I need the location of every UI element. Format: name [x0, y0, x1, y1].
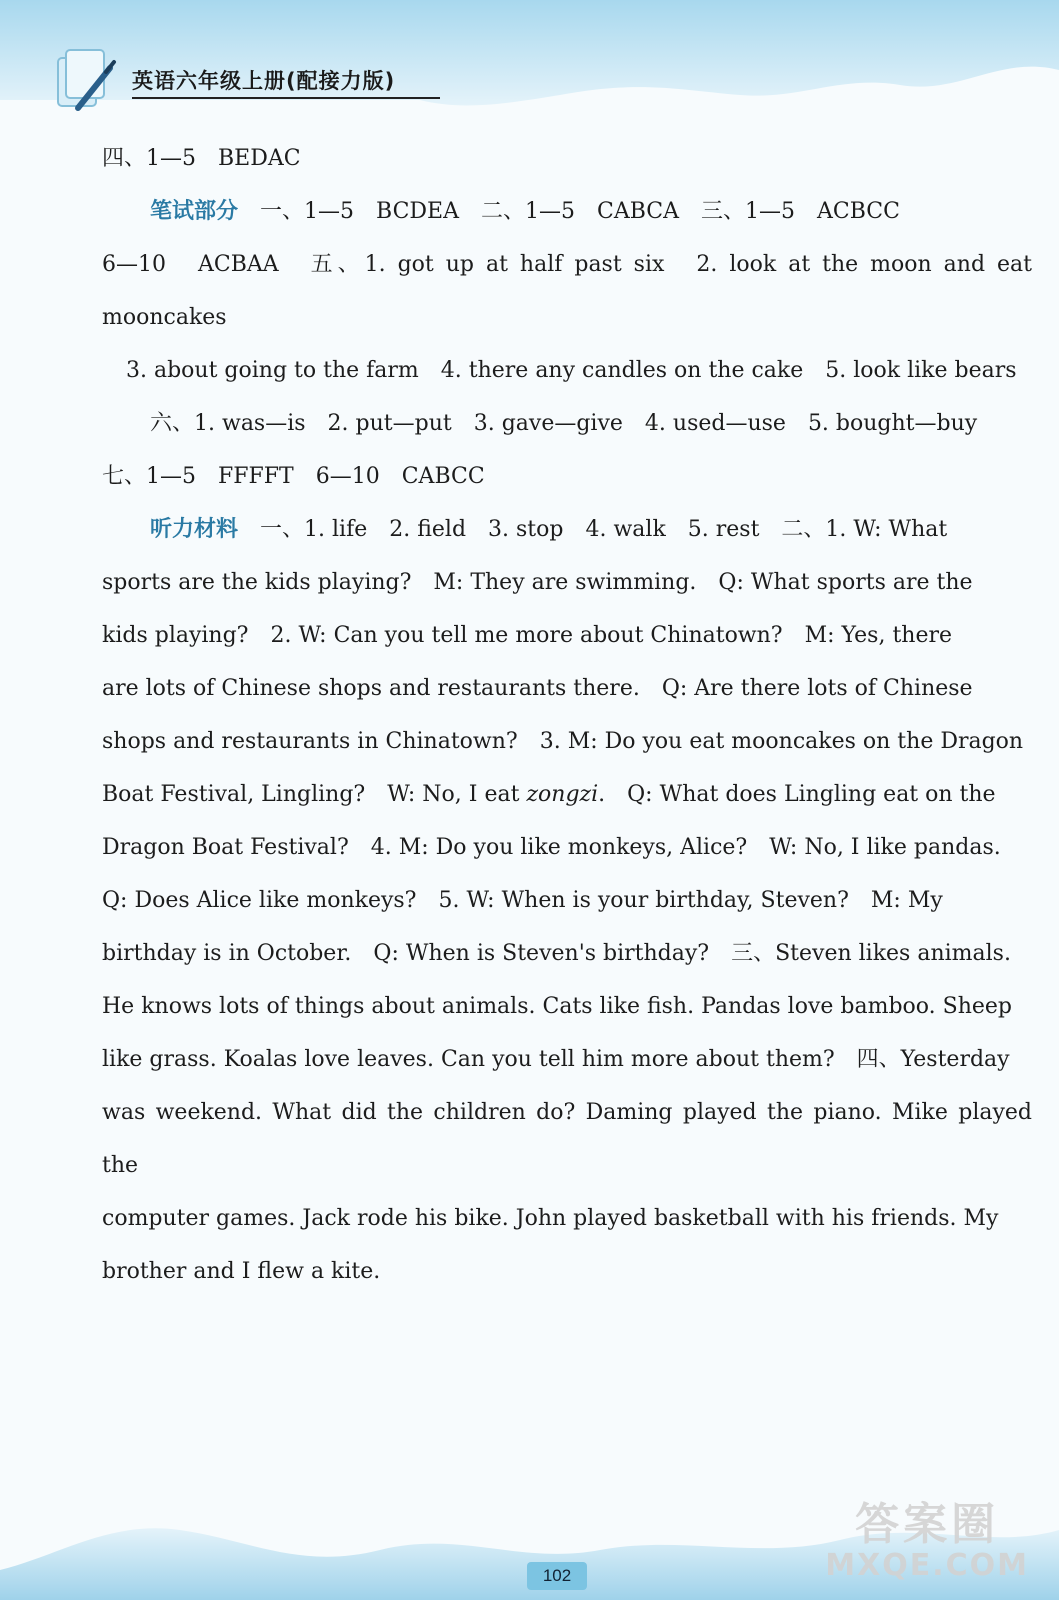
text-line: [102, 768, 1032, 821]
text-segment: . Q: What does Lingling eat on the: [598, 782, 996, 807]
text-line: 6—10 ACBAA 五、1. got up at half past six 2. look at the moon and eat mooncakes: [102, 252, 1032, 330]
text-line: Dragon Boat Festival? 4. M: Do you like monkeys, Alice? W: No, I like pandas.: [102, 835, 1001, 860]
text-line: like grass. Koalas love leaves. Can you tell him more about them? 四、Yesterday: [102, 1047, 1010, 1072]
text-line: birthday is in October. Q: When is Steven's birthday? 三、Steven likes animals.: [102, 941, 1011, 966]
site-watermark: [825, 1498, 1029, 1583]
title-underline: [132, 97, 440, 99]
book-title: 英语六年级上册(配接力版): [132, 69, 396, 93]
watermark-en: MXQE.COM: [825, 1548, 1029, 1583]
text-line-body: 一、1. life 2. field 3. stop 4. walk 5. rest 二、1. W: What: [260, 517, 948, 542]
text-line: brother and I flew a kite.: [102, 1259, 381, 1284]
text-line: 四、1—5 BEDAC: [102, 146, 301, 171]
text-line: 七、1—5 FFFFT 6—10 CABCC: [102, 464, 485, 489]
text-line: sports are the kids playing? M: They are swimming. Q: What sports are the: [102, 570, 973, 595]
text-line: shops and restaurants in Chinatown? 3. M: Do you eat mooncakes on the Dragon: [102, 729, 1024, 754]
text-line: [102, 185, 1032, 238]
text-line: He knows lots of things about animals. Cats like fish. Pandas love bamboo. Sheep: [102, 994, 1012, 1019]
section-label-written: 笔试部分: [150, 199, 239, 224]
answer-content: [102, 132, 1032, 1298]
text-line: 3. about going to the farm 4. there any candles on the cake 5. look like bears: [126, 358, 1017, 383]
text-line: Q: Does Alice like monkeys? 5. W: When is your birthday, Steven? M: My: [102, 888, 943, 913]
text-line: was weekend. What did the children do? Daming played the piano. Mike played the: [102, 1100, 1032, 1178]
text-line: are lots of Chinese shops and restaurants there. Q: Are there lots of Chinese: [102, 676, 973, 701]
watermark-cn: 答案圈: [855, 1498, 1000, 1550]
text-segment: Boat Festival, Lingling? W: No, I eat: [102, 782, 527, 807]
book-logo-icon: [48, 40, 128, 120]
text-line: 六、1. was—is 2. put—put 3. gave—give 4. used—use 5. bought—buy: [150, 411, 978, 436]
text-line-body: 一、1—5 BCDEA 二、1—5 CABCA 三、1—5 ACBCC: [260, 199, 900, 224]
text-line: [102, 503, 1032, 556]
italic-word: zongzi: [526, 782, 599, 807]
text-line: kids playing? 2. W: Can you tell me more about Chinatown? M: Yes, there: [102, 623, 953, 648]
text-line: computer games. Jack rode his bike. John played basketball with his friends. My: [102, 1206, 999, 1231]
page-number: 102: [527, 1562, 587, 1590]
section-label-listening: 听力材料: [150, 517, 239, 542]
